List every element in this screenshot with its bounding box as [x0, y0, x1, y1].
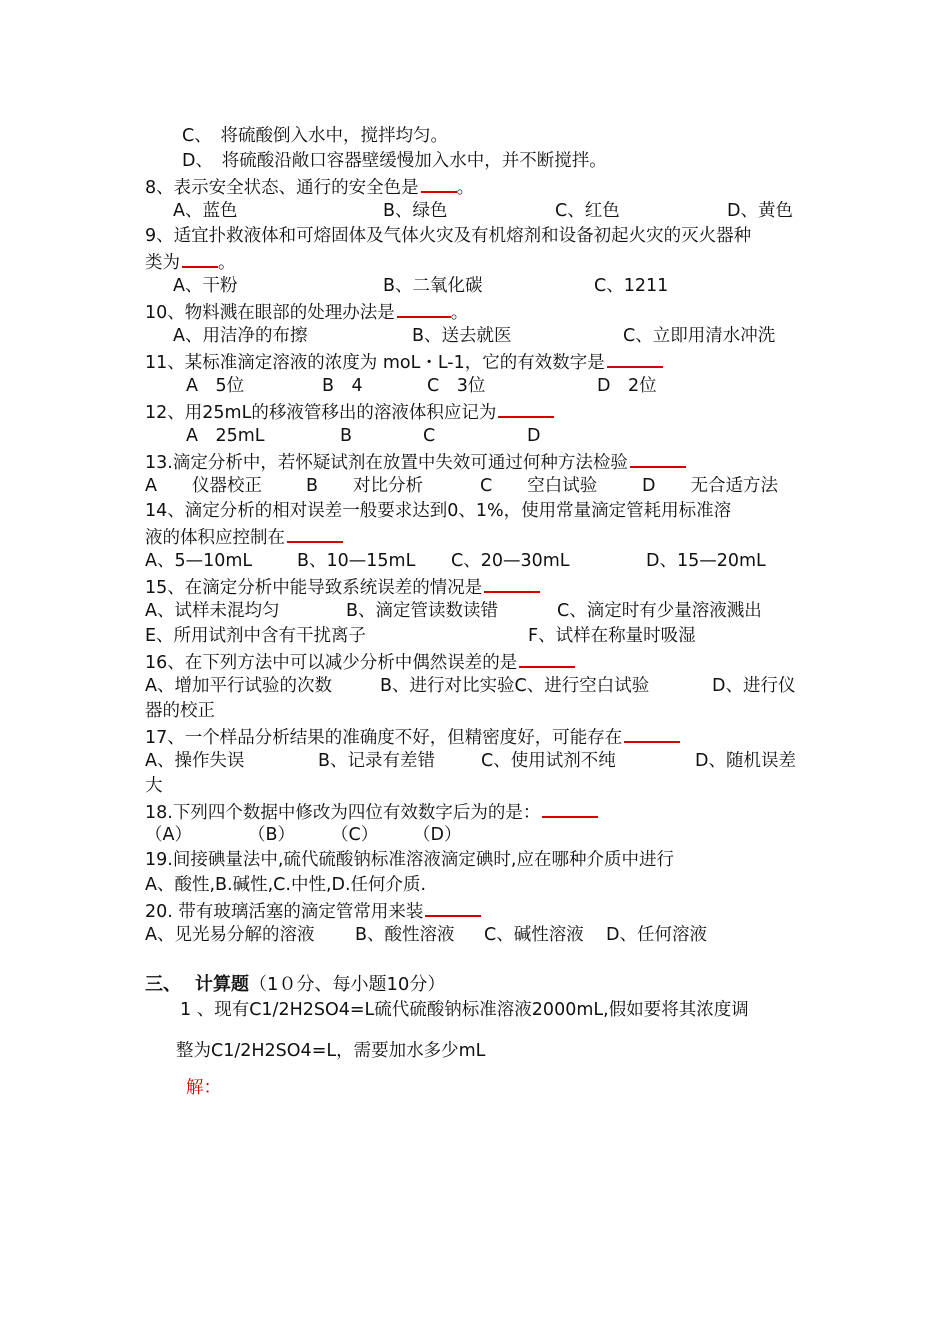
q17-stem-line — [145, 724, 680, 748]
q14-stem: 液的体积应控制在 — [145, 528, 285, 548]
q14-answer-blank[interactable] — [287, 524, 343, 543]
q18-answer-blank[interactable] — [542, 799, 598, 818]
q20-option-d: D、任何溶液 — [606, 925, 707, 945]
answer-label: 解： — [186, 1078, 221, 1098]
q14-stem-line2 — [145, 524, 343, 548]
q12-stem-line — [145, 399, 554, 423]
q8-stem: 8、表示安全状态、通行的安全色是 — [145, 178, 419, 198]
q11-stem: 11、某标准滴定溶液的浓度为 moL・L-1，它的有效数字是 — [145, 353, 605, 373]
q8-option-c: C、红色 — [555, 201, 620, 221]
q15-stem: 15、在滴定分析中能导致系统误差的情况是 — [145, 578, 483, 598]
q11-option-a: A 5位 — [186, 376, 245, 396]
q12-option-c: C — [423, 426, 436, 446]
q14-option-c: C、20—30mL — [451, 551, 570, 571]
q15-option-a: A、试样未混均匀 — [145, 601, 280, 621]
q15-option-c: C、滴定时有少量溶液溅出 — [557, 601, 762, 621]
q17-option-c: C、使用试剂不纯 — [481, 751, 616, 771]
q11-stem-line — [145, 349, 663, 373]
q18-stem: 18.下列四个数据中修改为四位有效数字后为的是： — [145, 803, 541, 823]
q10-option-c: C、立即用清水冲洗 — [623, 326, 776, 346]
q16-option-d-cont: 器的校正 — [145, 701, 215, 721]
q16-option-b-c: B、进行对比实验C、进行空白试验 — [380, 676, 650, 696]
q11-option-b: B 4 — [322, 376, 363, 396]
calc-q1-line2: 整为C1/2H2SO4=L，需要加水多少mL — [176, 1041, 486, 1061]
section-3-note: （1０分、每小题10分） — [249, 974, 446, 995]
q13-option-c: C 空白试验 — [480, 476, 598, 496]
q10-options — [0, 324, 950, 348]
q14-options — [0, 549, 950, 573]
q8-option-b: B、绿色 — [383, 201, 448, 221]
section-3-number: 三、 — [145, 974, 181, 995]
q11-option-d: D 2位 — [597, 376, 657, 396]
q8-tail: 。 — [456, 178, 475, 198]
q17-options — [0, 749, 950, 773]
section-3-title: 计算题 — [195, 974, 249, 995]
q12-options — [0, 424, 950, 448]
q10-stem: 10、物料溅在眼部的处理办法是 — [145, 303, 395, 323]
q11-answer-blank[interactable] — [607, 349, 663, 368]
q10-stem-line — [145, 299, 468, 323]
q13-option-b: B 对比分析 — [306, 476, 424, 496]
q18-option-c: （C） — [331, 825, 379, 845]
q19-stem: 19.间接碘量法中,硫代硫酸钠标准溶液滴定碘时,应在哪种介质中进行 — [145, 850, 674, 870]
q17-option-d-cont: 大 — [145, 776, 163, 796]
q8-option-d: D、黄色 — [727, 201, 793, 221]
q20-option-c: C、碱性溶液 — [484, 925, 584, 945]
q15-option-b: B、滴定管读数读错 — [346, 601, 499, 621]
q17-option-b: B、记录有差错 — [318, 751, 436, 771]
q10-answer-blank[interactable] — [397, 299, 451, 318]
q15-options-row2 — [0, 624, 950, 648]
q12-option-d: D — [527, 426, 541, 446]
q8-answer-blank[interactable] — [421, 174, 457, 193]
q12-option-a: A 25mL — [186, 426, 265, 446]
q9-stem-line2 — [145, 249, 236, 273]
q9-tail: 。 — [218, 253, 236, 273]
section-3-heading — [0, 973, 950, 997]
q18-stem-line — [145, 799, 598, 823]
q9-option-a: A、干粉 — [173, 276, 238, 296]
q13-option-d: D 无合适方法 — [642, 476, 778, 496]
q13-answer-blank[interactable] — [630, 449, 686, 468]
q18-option-a: （A） — [145, 825, 192, 845]
q9-stem-line1: 9、适宜扑救液体和可熔固体及气体火灾及有机熔剂和设备初起火灾的灭火器种 — [145, 226, 752, 246]
q10-tail: 。 — [450, 303, 469, 323]
q15-answer-blank[interactable] — [484, 574, 540, 593]
q10-option-b: B、送去就医 — [412, 326, 512, 346]
q11-options — [0, 374, 950, 398]
q18-option-b: （B） — [248, 825, 296, 845]
q17-option-d: D、随机误差 — [695, 751, 796, 771]
q15-options-row1 — [0, 599, 950, 623]
q8-options — [0, 199, 950, 223]
q8-stem-line — [145, 174, 474, 198]
q13-stem: 13.滴定分析中，若怀疑试剂在放置中失效可通过何种方法检验 — [145, 453, 628, 473]
q15-option-f: F、试样在称量时吸湿 — [528, 626, 696, 646]
q12-answer-blank[interactable] — [498, 399, 554, 418]
q8-option-a: A、蓝色 — [173, 201, 238, 221]
q18-options — [0, 823, 950, 847]
q13-stem-line — [145, 449, 686, 473]
q7-option-d: D、 将硫酸沿敞口容器壁缓慢加入水中，并不断搅拌。 — [182, 151, 607, 171]
q18-option-d: （D） — [413, 825, 462, 845]
q9-stem: 类为 — [145, 253, 180, 273]
q16-stem-line — [145, 649, 575, 673]
q17-option-a: A、操作失误 — [145, 751, 245, 771]
q16-stem: 16、在下列方法中可以减少分析中偶然误差的是 — [145, 653, 518, 673]
q10-option-a: A、用洁净的布擦 — [173, 326, 308, 346]
q14-option-a: A、5—10mL — [145, 551, 253, 571]
q20-options — [0, 923, 950, 947]
section-3-title-group — [195, 973, 445, 997]
q16-option-d: D、进行仪 — [712, 676, 796, 696]
q14-option-b: B、10—15mL — [297, 551, 416, 571]
q9-option-b: B、二氧化碳 — [383, 276, 483, 296]
q14-stem-line1: 14、滴定分析的相对误差一般要求达到0、1%，使用常量滴定管耗用标准溶 — [145, 501, 732, 521]
q20-option-b: B、酸性溶液 — [355, 925, 455, 945]
q12-stem: 12、用25mL的移液管移出的溶液体积应记为 — [145, 403, 497, 423]
q20-stem-line — [145, 898, 481, 922]
q20-answer-blank[interactable] — [425, 898, 481, 917]
q20-stem: 20. 带有玻璃活塞的滴定管常用来装 — [145, 902, 424, 922]
q17-answer-blank[interactable] — [624, 724, 680, 743]
q9-options — [0, 274, 950, 298]
q16-option-a: A、增加平行试验的次数 — [145, 676, 332, 696]
q7-option-c: C、 将硫酸倒入水中，搅拌均匀。 — [182, 126, 448, 146]
q15-stem-line — [145, 574, 540, 598]
q13-options — [0, 474, 950, 498]
q19-options: A、酸性,B.碱性,C.中性,D.任何介质. — [145, 875, 427, 895]
q16-options — [0, 674, 950, 698]
q20-option-a: A、见光易分解的溶液 — [145, 925, 315, 945]
q15-option-e: E、所用试剂中含有干扰离子 — [145, 626, 367, 646]
q9-answer-blank[interactable] — [182, 249, 218, 268]
q11-option-c: C 3位 — [427, 376, 486, 396]
q12-option-b: B — [340, 426, 353, 446]
q16-answer-blank[interactable] — [519, 649, 575, 668]
q13-option-a: A 仪器校正 — [145, 476, 262, 496]
calc-q1-line1: 1 、现有C1/2H2SO4=L硫代硫酸钠标准溶液2000mL,假如要将其浓度调 — [180, 1000, 749, 1020]
q14-option-d: D、15—20mL — [646, 551, 766, 571]
q9-option-c: C、1211 — [594, 276, 669, 296]
q17-stem: 17、一个样品分析结果的准确度不好，但精密度好，可能存在 — [145, 728, 623, 748]
